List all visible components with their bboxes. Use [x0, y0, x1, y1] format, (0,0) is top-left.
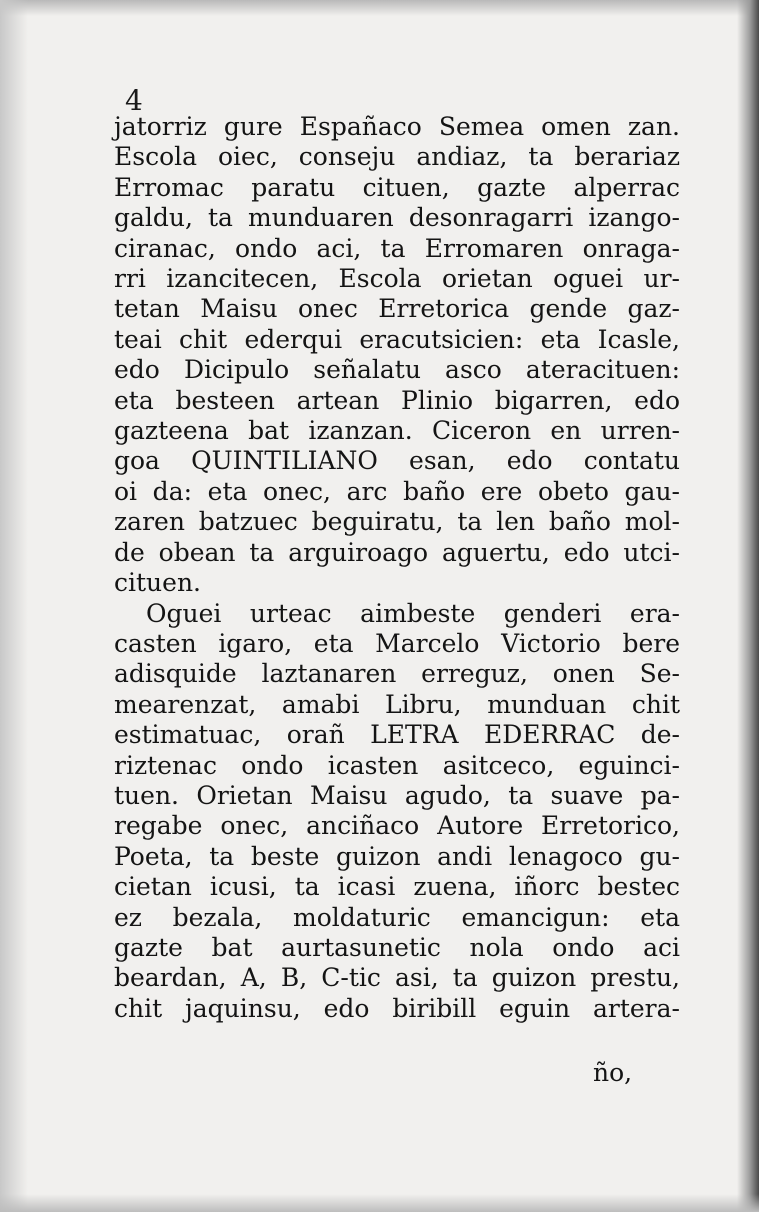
text-line: estimatuac, orañ LETRA EDERRAC de-	[114, 720, 680, 750]
text-line: ez bezala, moldaturic emancigun: eta	[114, 902, 680, 932]
text-line: regabe onec, anciñaco Autore Erretorico,	[114, 811, 680, 841]
scan-shadow-left	[0, 0, 28, 1212]
text-line: Poeta, ta beste guizon andi lenagoco gu-	[114, 841, 680, 871]
text-line: gazteena bat izanzan. Ciceron en urren-	[114, 416, 680, 446]
text-line: ciranac, ondo aci, ta Erromaren onraga-	[114, 233, 680, 263]
text-line: beardan, A, B, C-tic asi, ta guizon prestu,	[114, 963, 680, 993]
text-line: galdu, ta munduaren desonragarri izango-	[114, 203, 680, 233]
text-line: casten igaro, eta Marcelo Victorio bere	[114, 628, 680, 658]
text-line: chit jaquinsu, edo biribill eguin artera-	[114, 993, 680, 1023]
text-line: gazte bat aurtasunetic nola ondo aci	[114, 932, 680, 962]
page-number: 4	[125, 84, 143, 117]
text-line: de obean ta arguiroago aguertu, edo utci-	[114, 537, 680, 567]
text-line: jatorriz gure Españaco Semea omen zan.	[114, 112, 680, 141]
text-line: cituen.	[114, 568, 201, 598]
text-line: rri izancitecen, Escola orietan oguei ur-	[114, 264, 680, 294]
text-line: adisquide laztanaren erreguz, onen Se-	[114, 659, 680, 689]
text-line: zaren batzuec beguiratu, ta len baño mol-	[114, 507, 680, 537]
scan-shadow-top	[0, 0, 759, 16]
text-line: oi da: eta onec, arc baño ere obeto gau-	[114, 476, 680, 506]
text-line: tuen. Orietan Maisu agudo, ta suave pa-	[114, 780, 680, 810]
text-line: edo Dicipulo señalatu asco ateracituen:	[114, 355, 680, 385]
scan-shadow-bottom	[0, 1194, 759, 1212]
body-text	[114, 112, 680, 1024]
text-line: eta besteen artean Plinio bigarren, edo	[114, 385, 680, 415]
text-line: riztenac ondo icasten asitceco, eguinci-	[114, 750, 680, 780]
text-line: cietan icusi, ta icasi zuena, iñorc bestec	[114, 872, 680, 902]
text-line: goa QUINTILIANO esan, edo contatu	[114, 446, 680, 476]
catchword: ño,	[593, 1058, 633, 1087]
text-line: mearenzat, amabi Libru, munduan chit	[114, 689, 680, 719]
text-line: Escola oiec, conseju andiaz, ta berariaz	[114, 142, 680, 172]
scan-shadow-right	[737, 0, 759, 1212]
text-line: teai chit ederqui eracutsicien: eta Icasle,	[114, 324, 680, 354]
text-line: tetan Maisu onec Erretorica gende gaz-	[114, 294, 680, 324]
text-line: Erromac paratu cituen, gazte alperrac	[114, 172, 680, 202]
text-line: Oguei urteac aimbeste genderi era-	[146, 598, 680, 628]
